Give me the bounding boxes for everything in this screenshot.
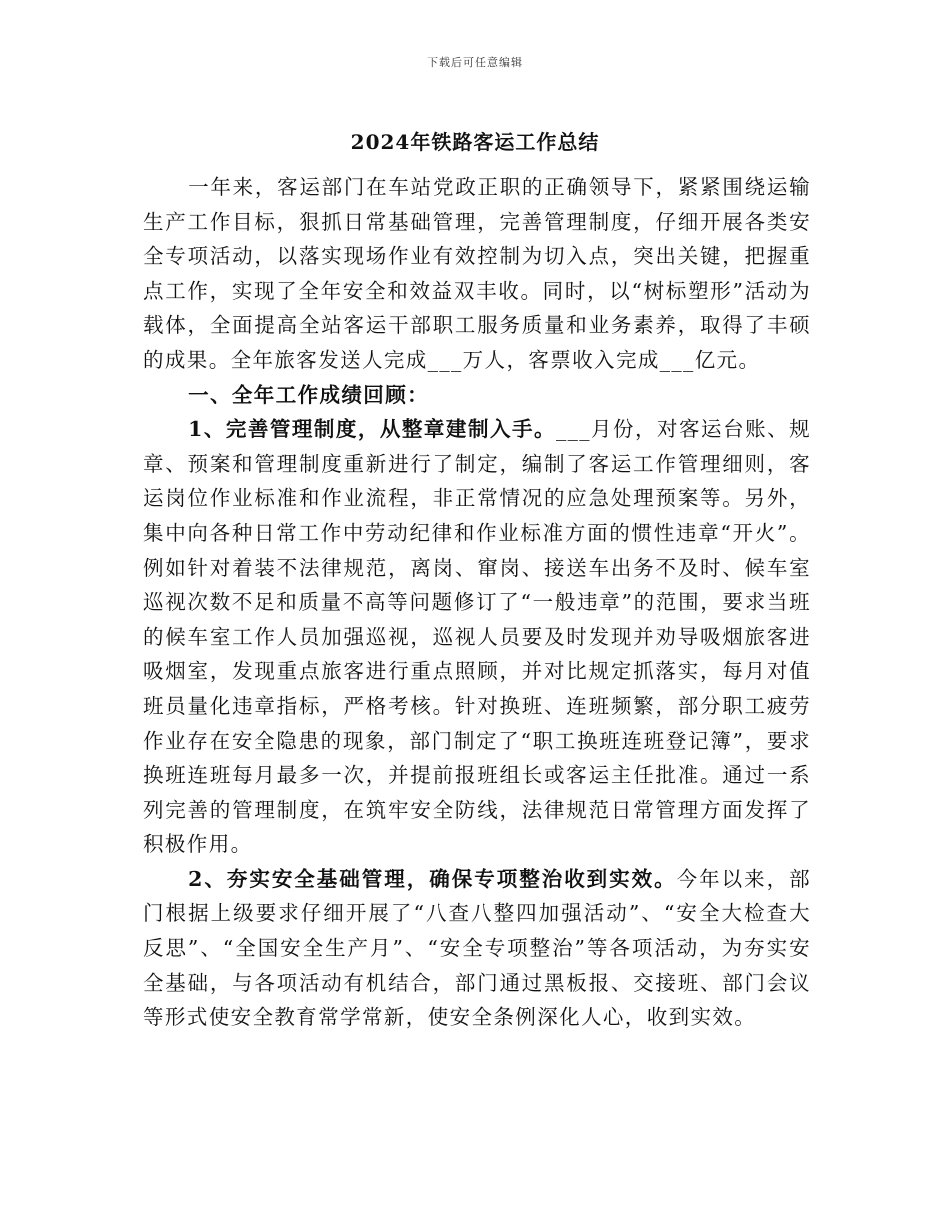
item-2-lead: 2、夯实安全基础管理，确保专项整治收到实效。: [188, 866, 677, 891]
item-2-body: 今年以来，部门根据上级要求仔细开展了“八查八整四加强活动”、“安全大检查大反思”、“全国安全生产月”、“安全专项整治”等各项活动，为夯实安全基础，与各项活动有机结合，部门通过黑板报、交接班、部门会议等形式使安全教育常学常新，使安全条例深化人心，收到实效。: [143, 866, 812, 1030]
header-note: 下载后可任意编辑: [427, 56, 523, 69]
section-heading: 一、全年工作成绩回顾：: [188, 382, 429, 407]
document-title: 2024年铁路客运工作总结: [350, 130, 600, 154]
intro-paragraph: 一年来，客运部门在车站党政正职的正确领导下，紧紧围绕运输生产工作目标，狠抓日常基础管理，完善管理制度，仔细开展各类安全专项活动，以落实现场作业有效控制为切入点，突出关键，把握重点工作，实现了全年安全和效益双丰收。同时，以“树标塑形”活动为载体，全面提高全站客运干部职工服务质量和业务素养，取得了丰硕的成果。全年旅客发送人完成___万人，客票收入完成___亿元。: [143, 175, 811, 372]
item-1-lead: 1、完善管理制度，从整章建制入手。: [188, 417, 556, 442]
item-1-body: ___月份，对客运台账、规章、预案和管理制度重新进行了制定，编制了客运工作管理细则，客运岗位作业标准和作业流程，非正常情况的应急处理预案等。另外，集中向各种日常工作中劳动纪律和作业标准方面的惯性违章“开火”。例如针对着装不法律规范，离岗、窜岗、接送车出务不及时、候车室巡视次数不足和质量不高等问题修订了“一般违章”的范围，要求当班的候车室工作人员加强巡视，巡视人员要及时发现并劝导吸烟旅客进吸烟室，发现重点旅客进行重点照顾，并对比规定抓落实，每月对值班员量化违章指标，严格考核。针对换班、连班频繁，部分职工疲劳作业存在安全隐患的现象，部门制定了“职工换班连班登记簿”，要求换班连班每月最多一次，并提前报班组长或客运主任批准。通过一系列完善的管理制度，在筑牢安全防线，法律规范日常管理方面发挥了积极作用。: [143, 417, 811, 857]
item-2-paragraph: [143, 862, 811, 1035]
item-1-paragraph: [143, 412, 811, 862]
document-body: [143, 170, 811, 1035]
